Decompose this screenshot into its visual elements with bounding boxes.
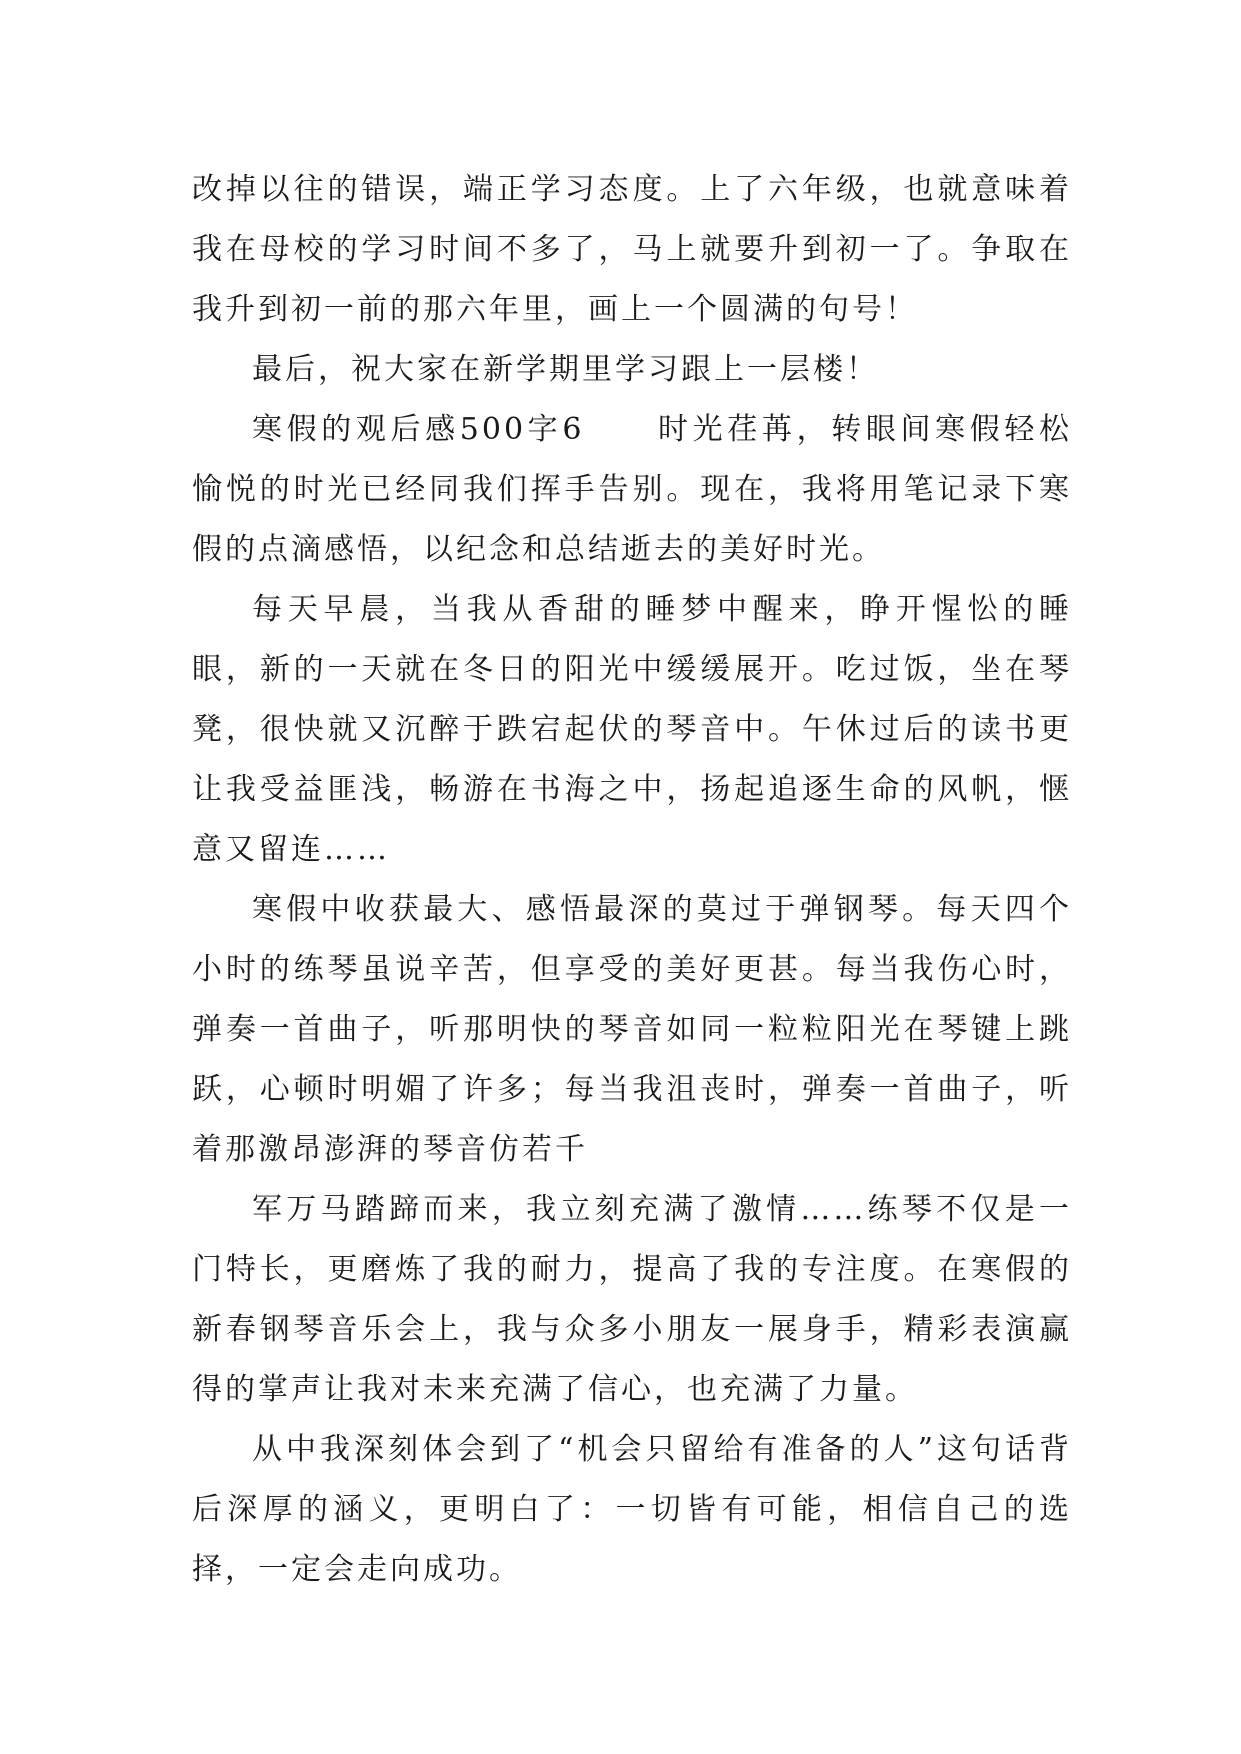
- paragraph-3: [192, 400, 1072, 580]
- paragraph-2: 最后，祝大家在新学期里学习跟上一层楼！: [252, 352, 879, 387]
- document-body: [192, 160, 1072, 1600]
- paragraph-7: 从中我深刻体会到了“机会只留给有准备的人”这句话背后深厚的涵义，更明白了：一切皆有可能，相信自己的选择，一定会走向成功。: [192, 1432, 1072, 1587]
- paragraph-4: 每天早晨，当我从香甜的睡梦中醒来，睁开惺忪的睡眼，新的一天就在冬日的阳光中缓缓展开。吃过饭，坐在琴凳，很快就又沉醉于跌宕起伏的琴音中。午休过后的读书更让我受益匪浅，畅游在书海之中，扬起追逐生命的风帆，惬意又留连……: [192, 592, 1072, 867]
- paragraph-6: 军万马踏蹄而来，我立刻充满了激情……练琴不仅是一门特长，更磨炼了我的耐力，提高了我的专注度。在寒假的新春钢琴音乐会上，我与众多小朋友一展身手，精彩表演赢得的掌声让我对未来充满了信心，也充满了力量。: [192, 1192, 1072, 1407]
- paragraph-5: 寒假中收获最大、感悟最深的莫过于弹钢琴。每天四个小时的练琴虽说辛苦，但享受的美好更甚。每当我伤心时，弹奏一首曲子，听那明快的琴音如同一粒粒阳光在琴键上跳跃，心顿时明媚了许多；每当我沮丧时，弹奏一首曲子，听着那激昂澎湃的琴音仿若千: [192, 892, 1072, 1167]
- paragraph-3-text: 时光荏苒，转眼间寒假轻松愉悦的时光已经同我们挥手告别。现在，我将用笔记录下寒假的点滴感悟，以纪念和总结逝去的美好时光。: [192, 412, 1072, 567]
- section-heading: 寒假的观后感500字6: [252, 412, 585, 447]
- paragraph-1: 改掉以往的错误，端正学习态度。上了六年级，也就意味着我在母校的学习时间不多了，马上就要升到初一了。争取在我升到初一前的那六年里，画上一个圆满的句号！: [192, 172, 1072, 327]
